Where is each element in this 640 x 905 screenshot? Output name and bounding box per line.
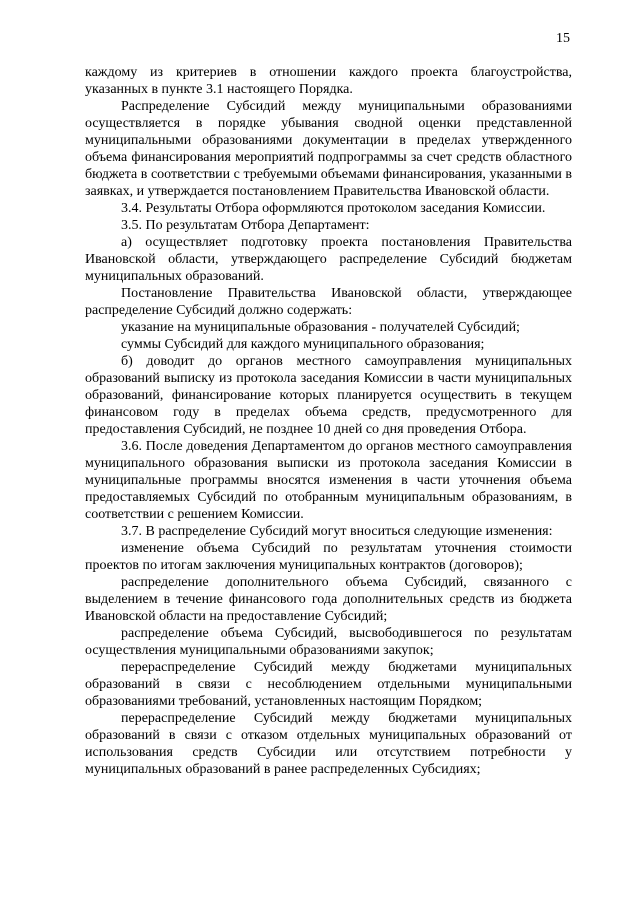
paragraph: распределение объема Субсидий, высвободившегося по результатам осуществления муниципальными образованиями закупок; bbox=[85, 626, 572, 658]
paragraph: 3.4. Результаты Отбора оформляются протоколом заседания Комиссии. bbox=[121, 201, 546, 216]
paragraph: указание на муниципальные образования - получателей Субсидий; bbox=[121, 320, 520, 335]
paragraph: суммы Субсидий для каждого муниципального образования; bbox=[121, 337, 485, 352]
document-body bbox=[85, 64, 572, 778]
paragraph: Распределение Субсидий между муниципальными образованиями осуществляется в порядке убывания сводной оценки представленной муниципальными образованиями документации в пределах утвержденного объема финансирования мероприятий подпрограммы за счет средств областного бюджета в соответствии с требуемыми объемами финансирования, указанными в заявках, и утверждается постановлением Правительства Ивановской области. bbox=[85, 99, 572, 199]
paragraph: перераспределение Субсидий между бюджетами муниципальных образований в связи с отказом отдельных муниципальных образований от использования средств Субсидии или отсутствием потребности у муниципальных образований в ранее распределенных Субсидиях; bbox=[85, 711, 572, 777]
paragraph: изменение объема Субсидий по результатам уточнения стоимости проектов по итогам заключения муниципальных контрактов (договоров); bbox=[85, 541, 572, 573]
paragraph: перераспределение Субсидий между бюджетами муниципальных образований в связи с несоблюдением отдельными муниципальными образованиями требований, установленных настоящим Порядком; bbox=[85, 660, 572, 709]
paragraph: 3.5. По результатам Отбора Департамент: bbox=[121, 218, 370, 233]
paragraph: б) доводит до органов местного самоуправления муниципальных образований выписку из протокола заседания Комиссии в части муниципальных образований, финансирование которых планируется осуществить в текущем финансовом году в пределах объема средств, предусмотренного для предоставления Субсидий, не позднее 10 дней со дня проведения Отбора. bbox=[85, 354, 572, 437]
paragraph: 3.6. После доведения Департаментом до органов местного самоуправления муниципального образования выписки из протокола заседания Комиссии в муниципальные программы вносятся изменения в части уточнения объема предоставляемых Субсидий по отобранным муниципальным образованиям, в соответствии с решением Комиссии. bbox=[85, 439, 572, 522]
paragraph: 3.7. В распределение Субсидий могут вноситься следующие изменения: bbox=[121, 524, 553, 539]
page-number: 15 bbox=[556, 31, 570, 46]
paragraph: распределение дополнительного объема Субсидий, связанного с выделением в течение финансового года дополнительных средств из бюджета Ивановской области на предоставление Субсидий; bbox=[85, 575, 572, 624]
paragraph: каждому из критериев в отношении каждого проекта благоустройства, указанных в пункте 3.1 настоящего Порядка. bbox=[85, 65, 572, 97]
paragraph: а) осуществляет подготовку проекта постановления Правительства Ивановской области, утверждающего распределение Субсидий бюджетам муниципальных образований. bbox=[85, 235, 572, 284]
paragraph: Постановление Правительства Ивановской области, утверждающее распределение Субсидий должно содержать: bbox=[85, 286, 572, 318]
